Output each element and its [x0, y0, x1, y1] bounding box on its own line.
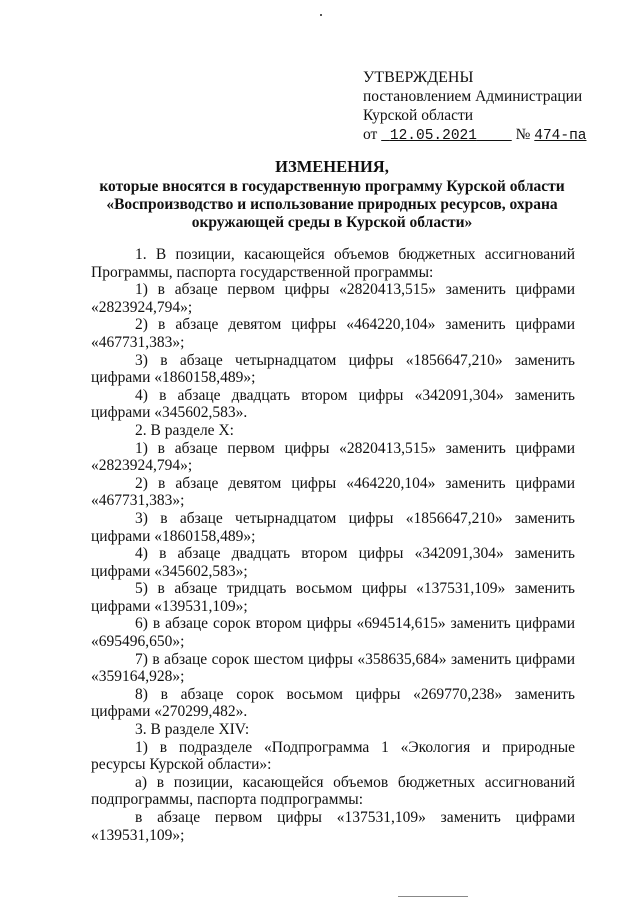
approval-line-2: Курской области	[363, 107, 474, 124]
scan-speck	[320, 14, 322, 16]
paragraph: 2) в абзаце девятом цифры «464220,104» заменить цифрами «467731,383»;	[91, 474, 575, 510]
paragraph: 5) в абзаце тридцать восьмом цифры «137531,109» заменить цифрами «139531,109»;	[91, 580, 575, 615]
approval-line-1: постановлением Администрации	[363, 88, 583, 105]
paragraph: 3) в абзаце четырнадцатом цифры «1856647,210» заменить цифрами «1860158,489»;	[91, 351, 575, 387]
paragraph: 1) в подразделе «Подпрограмма 1 «Экология и природные ресурсы Курской области»:	[91, 738, 575, 774]
paragraph: 6) в абзаце сорок втором цифры «694514,615» заменить цифрами «695496,650»;	[91, 615, 575, 651]
heading-line-3: окружающей среды в Курской области»	[191, 214, 473, 231]
document-heading	[88, 158, 576, 232]
paragraph: 2) в абзаце девятом цифры «464220,104» заменить цифрами «467731,383»;	[91, 316, 575, 351]
paragraph: 7) в абзаце сорок шестом цифры «358635,684» заменить цифрами «359164,928»;	[91, 650, 575, 686]
paragraph: в абзаце первом цифры «137531,109» заменить цифрами «139531,109»;	[91, 809, 575, 844]
paragraph: 1) в абзаце первом цифры «2820413,515» заменить цифрами «2823924,794»;	[91, 281, 575, 316]
approval-title: УТВЕРЖДЕНЫ	[363, 69, 474, 86]
from-label: от	[363, 126, 378, 143]
paragraph: 1. В позиции, касающейся объемов бюджетных ассигнований Программы, паспорта государственной программы:	[91, 246, 575, 281]
approval-date: 12.05.2021	[389, 128, 477, 144]
paragraph: а) в позиции, касающейся объемов бюджетных ассигнований подпрограммы, паспорта подпрограммы:	[91, 773, 575, 809]
number-label: №	[515, 126, 531, 143]
paragraph: 4) в абзаце двадцать втором цифры «342091,304» заменить цифрами «345602,583»;	[91, 545, 575, 580]
bottom-scan-line	[398, 896, 468, 897]
heading-title: ИЗМЕНЕНИЯ,	[275, 157, 389, 176]
paragraph: 2. В разделе X:	[135, 421, 234, 439]
paragraph: 3) в абзаце четырнадцатом цифры «1856647,210» заменить цифрами «1860158,489»;	[91, 509, 575, 545]
approval-block	[363, 68, 613, 146]
heading-line-2: «Воспроизводство и использование природных ресурсов, охрана	[106, 196, 558, 213]
paragraph: 8) в абзаце сорок восьмом цифры «269770,238» заменить цифрами «270299,482».	[91, 685, 575, 721]
paragraph: 4) в абзаце двадцать втором цифры «342091,304» заменить цифрами «345602,583».	[91, 386, 575, 422]
approval-date-line	[363, 125, 613, 146]
paragraph: 1) в абзаце первом цифры «2820413,515» заменить цифрами «2823924,794»;	[91, 439, 575, 475]
document-body	[91, 246, 575, 844]
approval-number: 474-па	[534, 128, 587, 144]
paragraph: 3. В разделе XIV:	[135, 721, 250, 739]
heading-line-1: которые вносятся в государственную программу Курской области	[99, 178, 565, 195]
